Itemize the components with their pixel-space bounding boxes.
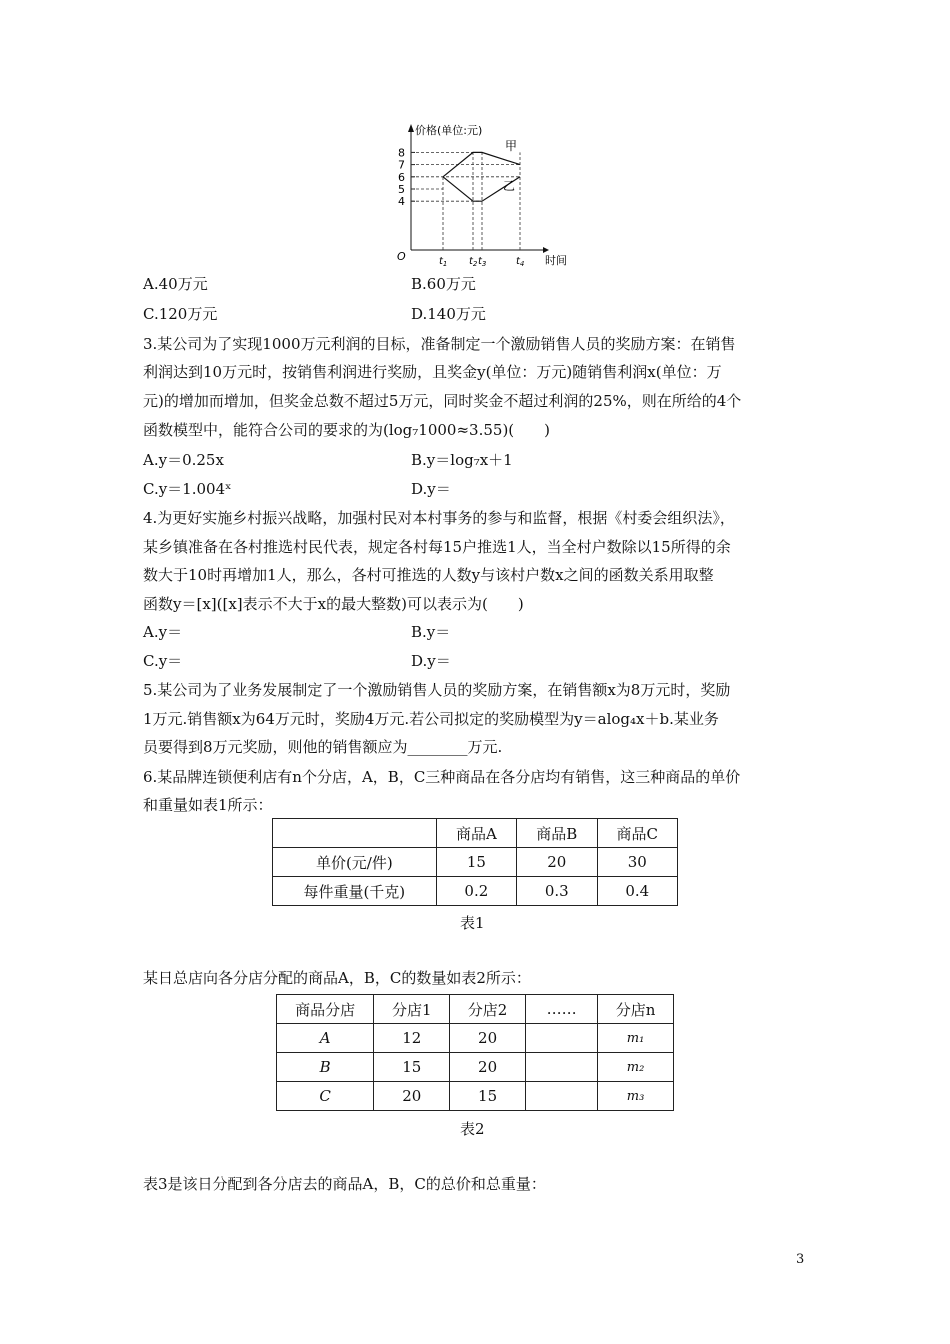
table-cell: 30 <box>597 848 677 877</box>
q4-option-d: D.y＝ <box>411 652 451 670</box>
table-cell: 12 <box>374 1024 450 1053</box>
table-2-header-cell: 分店n <box>598 995 674 1024</box>
q4-line-3: 数大于10时再增加1人，那么，各村可推选的人数y与该村户数x之间的函数关系用取整 <box>143 566 714 584</box>
table-1-header-cell: 商品C <box>597 819 677 848</box>
x-axis-label: 时间 <box>545 254 567 267</box>
table-1-header-cell <box>273 819 437 848</box>
table-2-caption: 表2 <box>460 1120 485 1138</box>
page-number: 3 <box>796 1252 805 1267</box>
table-cell <box>526 1082 598 1111</box>
q6-line-3: 某日总店向各分店分配的商品A，B，C的数量如表2所示： <box>143 969 531 987</box>
table-cell: A <box>277 1024 374 1053</box>
table-cell: 0.2 <box>436 877 516 906</box>
table-2-header-cell: 分店2 <box>450 995 526 1024</box>
q4-option-c: C.y＝ <box>143 652 183 670</box>
table-cell: 20 <box>517 848 597 877</box>
series-label-yi: 乙 <box>503 179 516 193</box>
q5-line-3: 员要得到8万元奖励，则他的销售额应为________万元. <box>143 738 503 756</box>
table-row <box>277 1024 674 1053</box>
q3-option-d: D.y＝ <box>411 480 451 498</box>
table-cell: 每件重量(千克) <box>273 877 437 906</box>
x-tick-label: $t_3$ <box>478 256 487 268</box>
x-tick-label: $t_1$ <box>439 256 448 268</box>
table-cell: 0.3 <box>517 877 597 906</box>
table-cell: 15 <box>374 1053 450 1082</box>
q4-line-1: 4.为更好实施乡村振兴战略，加强村民对本村事务的参与和监督，根据《村委会组织法》， <box>143 509 735 527</box>
table-1-caption: 表1 <box>460 914 485 932</box>
q3-option-a: A.y＝0.25x <box>143 451 224 469</box>
q4-option-a: A.y＝ <box>143 623 183 641</box>
y-axis-label: 价格(单位:元) <box>415 124 483 137</box>
table-2-header-row <box>277 995 674 1024</box>
table-row <box>277 1082 674 1111</box>
series-label-jia: 甲 <box>505 139 518 153</box>
q6-line-4: 表3是该日分配到各分店去的商品A，B，C的总价和总重量： <box>143 1175 546 1193</box>
table-cell <box>526 1024 598 1053</box>
q3-line-3: 元)的增加而增加，但奖金总数不超过5万元，同时奖金不超过利润的25%，则在所给的4个 <box>143 392 742 410</box>
q3-line-1: 3.某公司为了实现1000万元利润的目标，准备制定一个激励销售人员的奖励方案：在销售 <box>143 335 736 353</box>
table-row <box>273 848 678 877</box>
table-2-header-cell: 商品分店 <box>277 995 374 1024</box>
table-cell: 20 <box>374 1082 450 1111</box>
table-row <box>277 1053 674 1082</box>
q4-option-b: B.y＝ <box>411 623 451 641</box>
table-1 <box>272 818 678 906</box>
q4-line-2: 某乡镇准备在各村推选村民代表，规定各村每15户推选1人，当全村户数除以15所得的余 <box>143 538 731 556</box>
table-cell <box>526 1053 598 1082</box>
q3-line-2: 利润达到10万元时，按销售利润进行奖励，且奖金y(单位：万元)随销售利润x(单位：万 <box>143 363 722 381</box>
table-cell: m₁ <box>598 1024 674 1053</box>
table-cell: 0.4 <box>597 877 677 906</box>
table-2-header-cell: 分店1 <box>374 995 450 1024</box>
q2-option-a: A.40万元 <box>143 275 208 293</box>
q4-line-4: 函数y＝[x]([x]表示不大于x的最大整数)可以表示为( ) <box>143 595 524 613</box>
q6-line-2: 和重量如表1所示： <box>143 796 273 814</box>
table-cell: 20 <box>450 1024 526 1053</box>
table-1-header-cell: 商品A <box>436 819 516 848</box>
y-tick-label: 4 <box>398 195 405 209</box>
q3-line-4: 函数模型中，能符合公司的要求的为(log₇1000≈3.55)( ) <box>143 421 550 439</box>
x-tick-label: $t_4$ <box>516 256 525 268</box>
x-axis-arrow-icon <box>543 247 549 253</box>
table-cell: 15 <box>450 1082 526 1111</box>
q3-option-b: B.y＝log₇x＋1 <box>411 451 513 469</box>
table-cell: m₃ <box>598 1082 674 1111</box>
y-axis-arrow-icon <box>408 124 414 132</box>
table-cell: m₂ <box>598 1053 674 1082</box>
table-1-header-row <box>273 819 678 848</box>
q5-line-1: 5.某公司为了业务发展制定了一个激励销售人员的奖励方案，在销售额x为8万元时，奖励 <box>143 681 731 699</box>
table-cell: 20 <box>450 1053 526 1082</box>
y-tick-label: 5 <box>398 183 405 196</box>
table-2 <box>276 994 674 1111</box>
y-tick-label: 8 <box>398 146 405 160</box>
table-2-header-cell: …… <box>526 995 598 1024</box>
x-tick-label: $t_2$ <box>469 256 478 268</box>
q2-option-c: C.120万元 <box>143 305 218 323</box>
origin-label: O <box>397 250 406 263</box>
price-chart <box>385 118 567 268</box>
table-row <box>273 877 678 906</box>
table-1-header-cell: 商品B <box>517 819 597 848</box>
y-tick-label: 6 <box>398 170 405 184</box>
table-cell: 15 <box>436 848 516 877</box>
q6-line-1: 6.某品牌连锁便利店有n个分店，A，B，C三种商品在各分店均有销售，这三种商品的单价 <box>143 768 741 786</box>
q2-option-b: B.60万元 <box>411 275 476 293</box>
q3-option-c: C.y＝1.004ˣ <box>143 480 232 498</box>
y-tick-label: 7 <box>398 158 405 172</box>
table-cell: B <box>277 1053 374 1082</box>
table-cell: 单价(元/件) <box>273 848 437 877</box>
q2-option-d: D.140万元 <box>411 305 486 323</box>
table-cell: C <box>277 1082 374 1111</box>
q5-line-2: 1万元.销售额x为64万元时，奖励4万元.若公司拟定的奖励模型为y＝alog₄x＋b.某业务 <box>143 710 719 728</box>
